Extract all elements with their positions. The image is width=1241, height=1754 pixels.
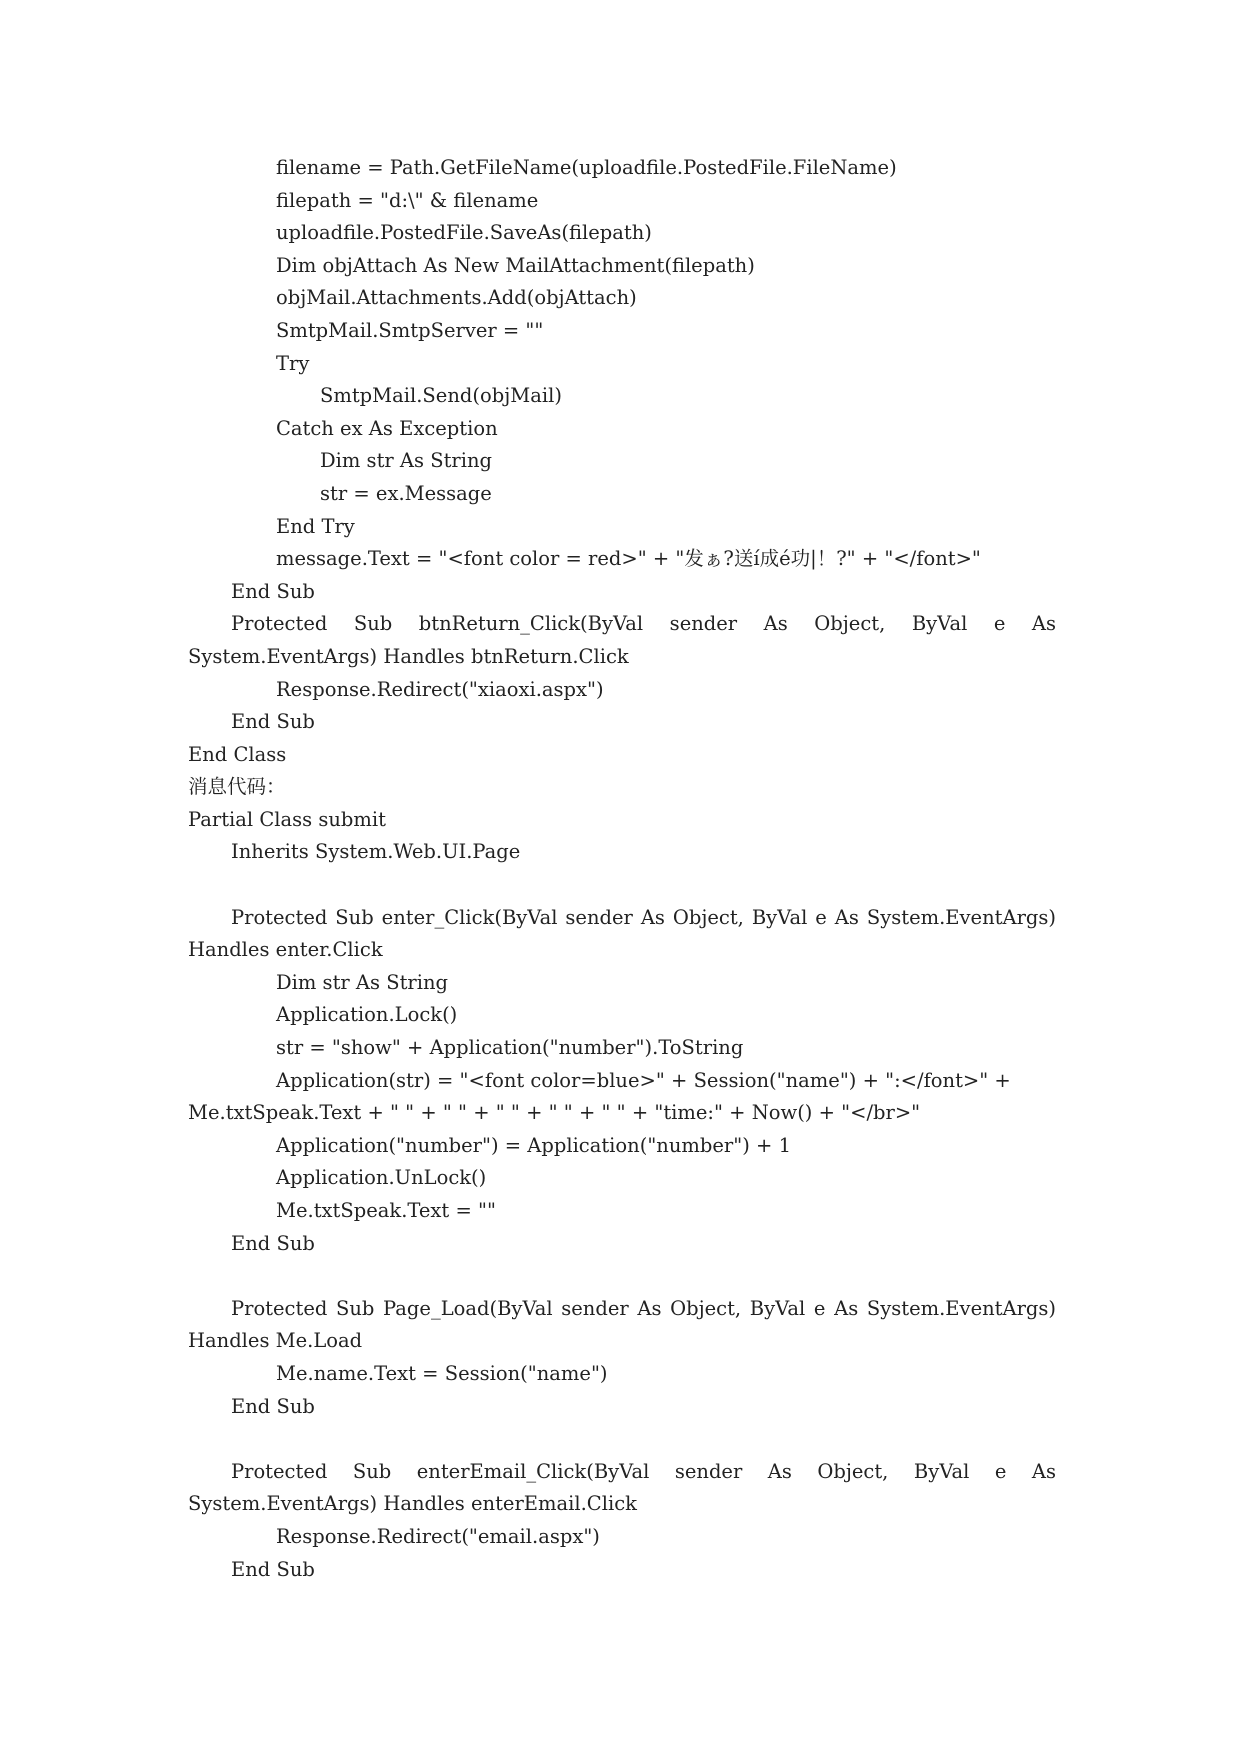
code-line: Application(str) = "<font color=blue>" + Session("name") + ":</font>" + bbox=[276, 1068, 1011, 1092]
code-line: filename = Path.GetFileName(uploadfile.PostedFile.FileName) bbox=[276, 156, 897, 179]
code-line: SmtpMail.SmtpServer = "" bbox=[276, 318, 544, 342]
code-line: Application.UnLock() bbox=[276, 1166, 487, 1190]
code-line: Catch ex As Exception bbox=[276, 416, 498, 440]
code-line: uploadfile.PostedFile.SaveAs(filepath) bbox=[276, 221, 652, 245]
section-heading: 消息代码： bbox=[188, 775, 286, 799]
code-line: Dim str As String bbox=[276, 970, 449, 994]
code-line: Try bbox=[276, 351, 310, 375]
code-line: Application.Lock() bbox=[276, 1003, 458, 1027]
code-line: End Class bbox=[188, 742, 287, 766]
code-line: objMail.Attachments.Add(objAttach) bbox=[276, 286, 637, 310]
code-line: Handles Me.Load bbox=[188, 1329, 363, 1353]
code-line: System.EventArgs) Handles enterEmail.Click bbox=[188, 1492, 637, 1516]
code-line: Me.txtSpeak.Text = "" bbox=[276, 1199, 496, 1222]
code-line: Application("number") = Application("number") + 1 bbox=[276, 1133, 791, 1157]
code-line: Handles enter.Click bbox=[188, 938, 383, 962]
code-line: End Sub bbox=[231, 579, 315, 603]
code-line: Protected Sub enterEmail_Click(ByVal sender As Object, ByVal e As bbox=[231, 1459, 1056, 1483]
code-line: Protected Sub enter_Click(ByVal sender As Object, ByVal e As System.EventArgs) bbox=[231, 905, 1056, 929]
blank-line bbox=[188, 869, 1056, 902]
code-listing bbox=[188, 152, 1056, 1586]
code-line: Partial Class submit bbox=[188, 807, 386, 831]
blank-line bbox=[188, 1423, 1056, 1456]
code-line: Dim objAttach As New MailAttachment(filepath) bbox=[276, 253, 755, 277]
code-line: End Sub bbox=[231, 1557, 315, 1581]
code-line: Me.txtSpeak.Text + " " + " " + " " + " " + " " + "time:" + Now() + "</br>" bbox=[188, 1101, 921, 1125]
code-line: str = ex.Message bbox=[320, 481, 492, 505]
code-line: End Sub bbox=[231, 710, 315, 734]
code-line: Protected Sub btnReturn_Click(ByVal sender As Object, ByVal e As bbox=[231, 612, 1056, 636]
code-line: Protected Sub Page_Load(ByVal sender As Object, ByVal e As System.EventArgs) bbox=[231, 1296, 1056, 1320]
blank-line bbox=[188, 1260, 1056, 1293]
code-line: Dim str As String bbox=[320, 449, 493, 473]
code-line: System.EventArgs) Handles btnReturn.Click bbox=[188, 644, 629, 668]
code-line: Me.name.Text = Session("name") bbox=[276, 1361, 608, 1385]
code-line: Response.Redirect("email.aspx") bbox=[276, 1524, 600, 1548]
code-line: End Sub bbox=[231, 1231, 315, 1255]
code-line: SmtpMail.Send(objMail) bbox=[320, 384, 562, 408]
code-line: End Sub bbox=[231, 1394, 315, 1418]
code-line: Inherits System.Web.UI.Page bbox=[231, 840, 521, 864]
code-line: str = "show" + Application("number").ToString bbox=[276, 1036, 744, 1060]
code-line: End Try bbox=[276, 514, 355, 538]
code-line: Response.Redirect("xiaoxi.aspx") bbox=[276, 677, 604, 701]
code-line: filepath = "d:\" & filename bbox=[276, 188, 539, 212]
code-line: message.Text = "<font color = red>" + "发ぁ?送í成é功|！?" + "</font>" bbox=[276, 547, 981, 571]
